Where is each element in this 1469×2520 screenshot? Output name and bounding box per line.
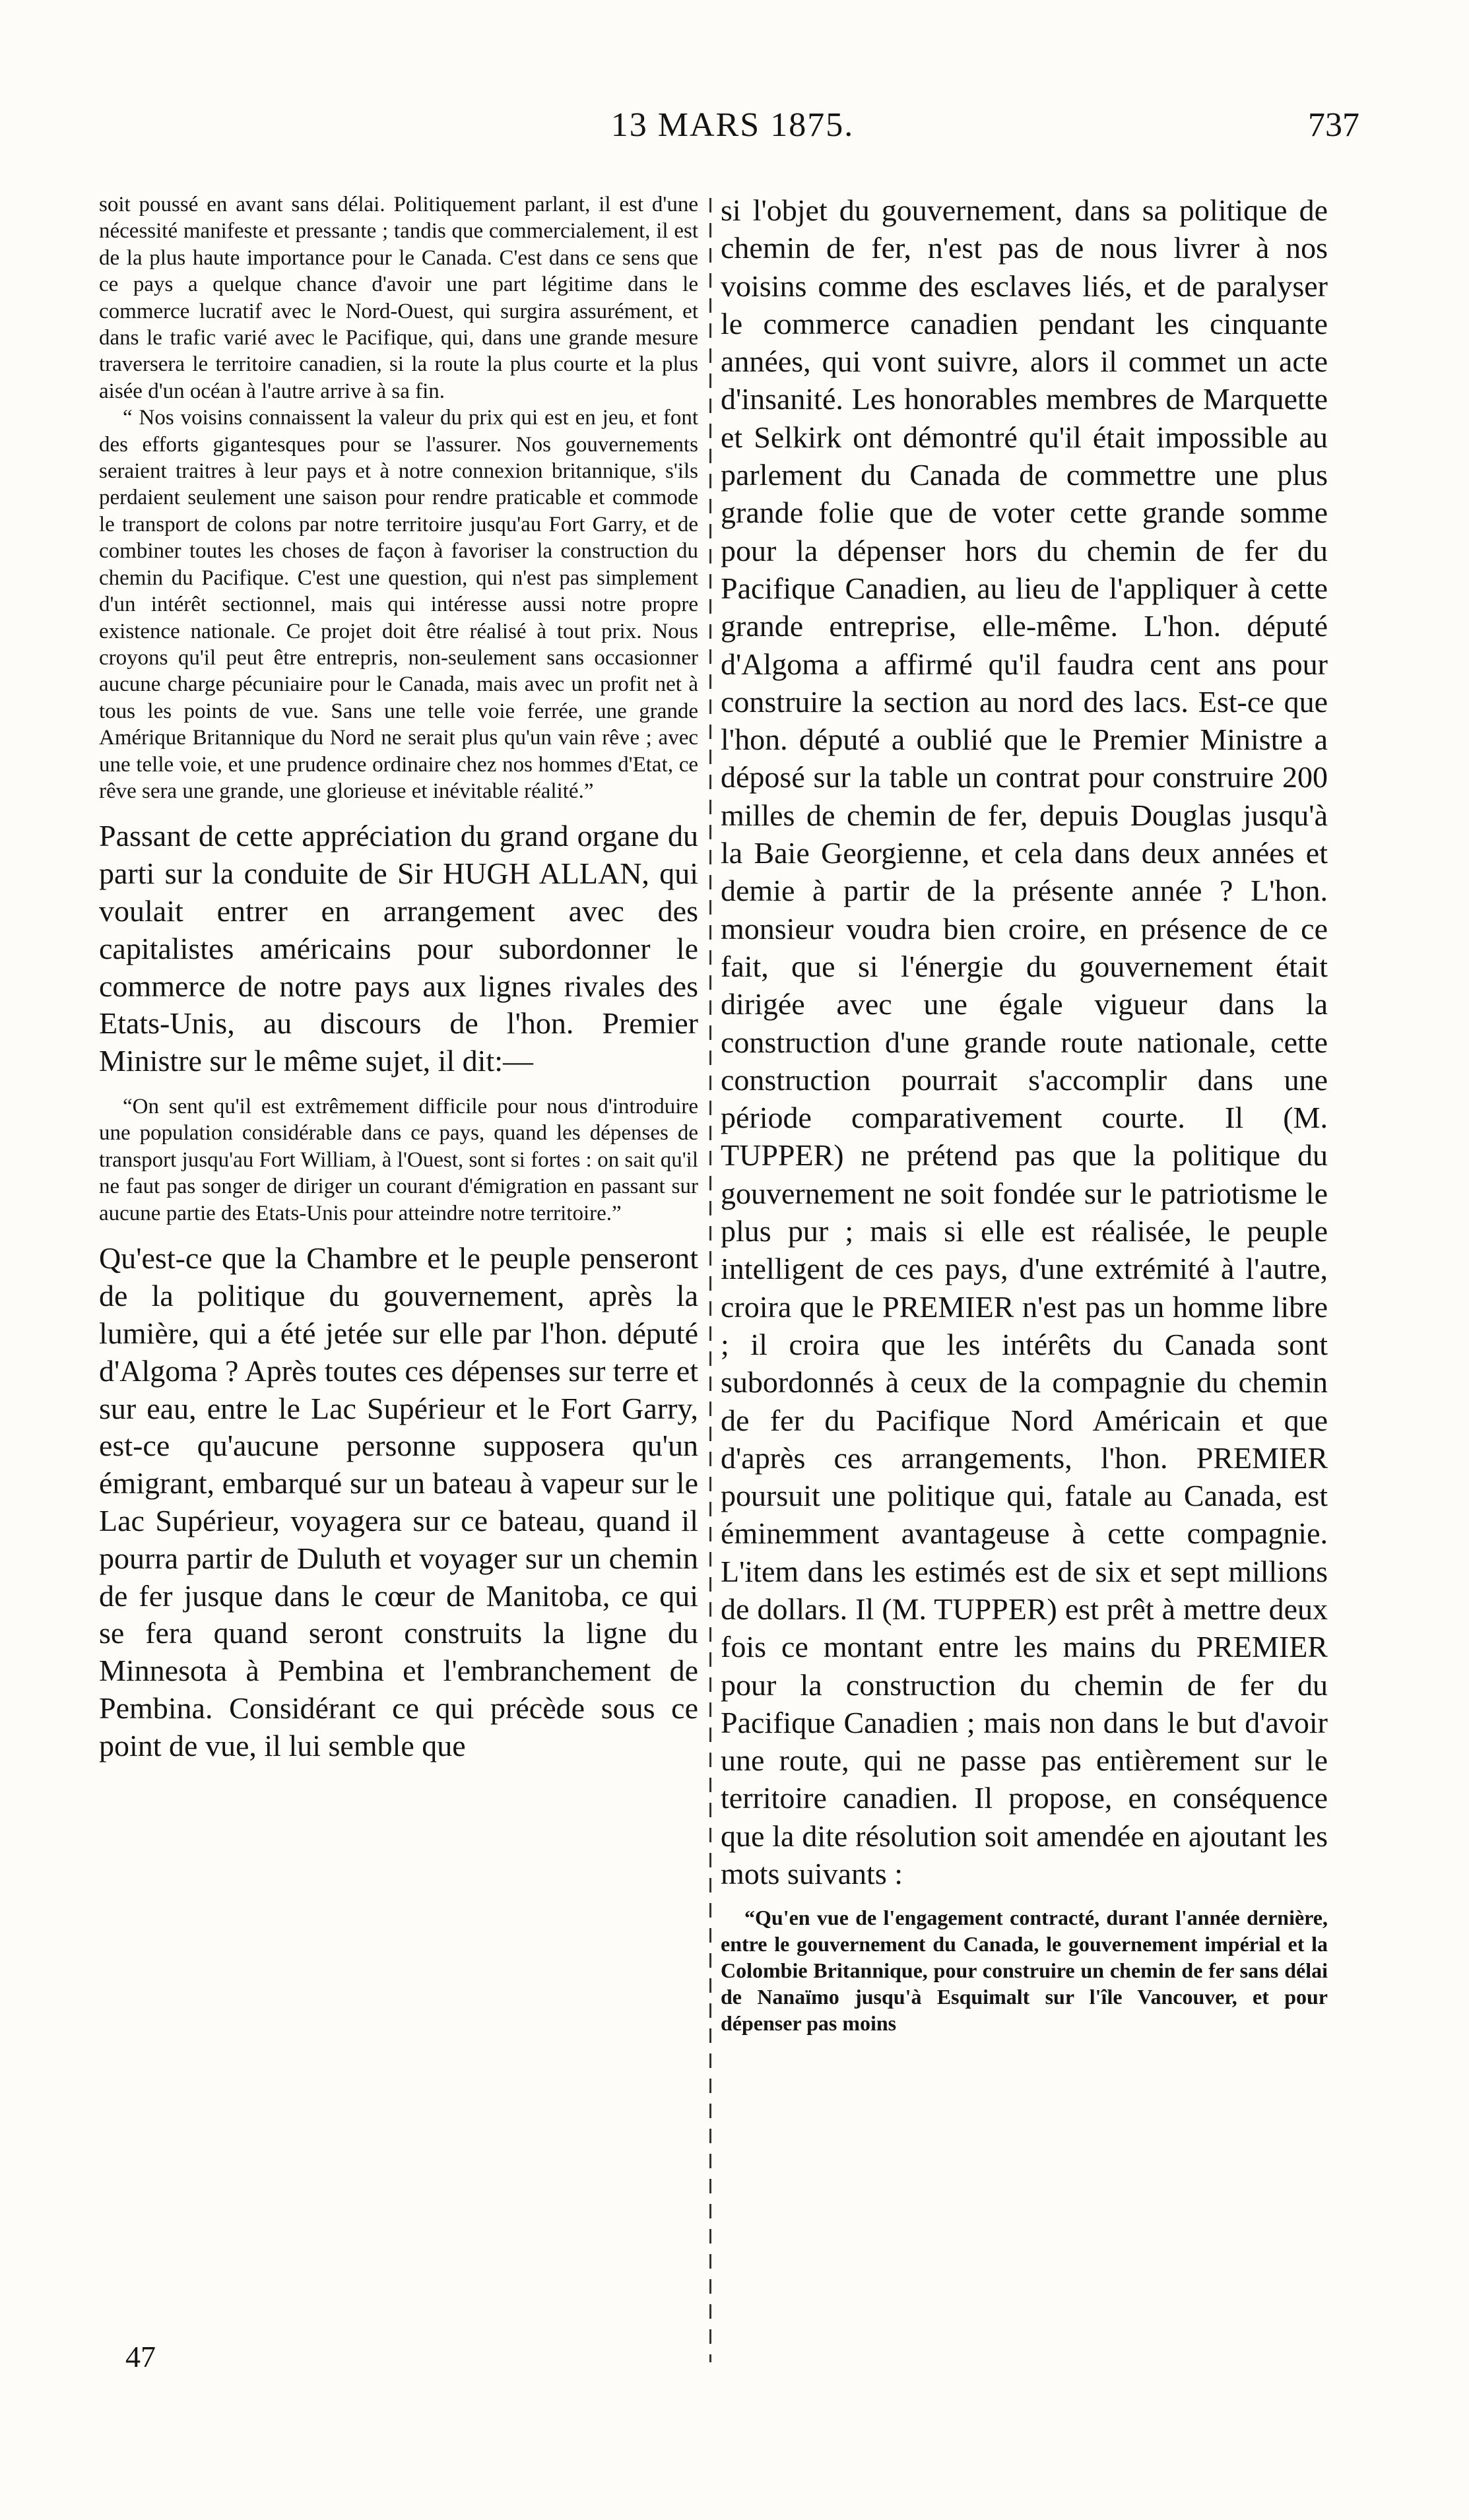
running-title: 13 MARS 1875. xyxy=(610,106,855,144)
body-paragraph-2: Qu'est-ce que la Chambre et le peuple penseront de la politique du gouvernement, après la lumière, qui a été jetée sur elle par l'hon. député d'Algoma ? Après toutes ces dépenses sur terre et sur eau, entre le Lac Supérieur et le Fort Garry, est-ce qu'aucune personne supposera qu'un émigrant, embarqué sur un bateau à vapeur sur le Lac Supérieur, voyagera sur ce bateau, quand il pourra partir de Duluth et voyager sur un chemin de fer jusque dans le cœur de Manitoba, ce qui se fera quand seront construits la ligne du Minnesota à Pembina et l'embranchement de Pembina. Considérant ce qui précède sous ce point de vue, il lui semble que xyxy=(99,1241,698,1762)
quote-paragraph: “ Nos voisins connaissent la valeur du prix qui est en jeu, et font des efforts gigantesques pour se l'assurer. Nos gouvernements seraient traitres à leur pays et à notre connexion britannique, s'ils perdaient seulement une saison pour rendre praticable et commode le transport de colons par notre territoire jusqu'au Fort Garry, et de combiner toutes les choses de façon à favoriser la construction du chemin du Pacifique. C'est une question, qui n'est pas simplement d'un intérêt sectionnel, mais qui intéresse aussi notre propre existence nationale. Ce projet doit être réalisé à tout prix. Nous croyons qu'il peut être entrepris, non-seulement sans occasionner aucune charge pécuniaire pour le Canada, mais avec un profit net à tous les points de vue. Sans une telle voie ferrée, une grande Amérique Britannique du Nord ne serait plus qu'un vain rêve ; avec une telle voie, et une prudence ordinaire chez nos hommes d'Etat, ce rêve sera une grande, une glorieuse et inévitable réalité.” xyxy=(99,406,698,803)
quote-continuation: soit poussé en avant sans délai. Politiquement parlant, il est d'une nécessité manifeste et pressante ; tandis que commercialement, il est de la plus haute importance pour le Canada. C'est dans ce sens que ce pays a quelque chance d'avoir une part légitime dans le commerce lucratif avec le Nord-Ouest, qui surgira assurément, et dans le trafic varié avec le Pacifique, qui, dans une grande mesure traversera le territoire canadien, si la route la plus courte et la plus aisée d'un océan à l'autre arrive à sa fin. xyxy=(99,193,698,403)
body-paragraph-1: Passant de cette appréciation du grand organe du parti sur la conduite de Sir HUGH ALLAN, qui voulait entrer en arrangement avec des capitalistes américains pour subordonner le commerce de notre pays aux lignes rivales des Etats-Unis, au discours de l'hon. Premier Ministre sur le même sujet, il dit:— xyxy=(99,819,698,1078)
right-body-paragraph: si l'objet du gouvernement, dans sa politique de chemin de fer, n'est pas de nous livrer à nos voisins comme des esclaves liés, et de paralyser le commerce canadien pendant les cinquante années, qui vont suivre, alors il commet un acte d'insanité. Les honorables membres de Marquette et Selkirk ont démontré qu'il était impossible au parlement du Canada de commettre une plus grande folie que de voter cette grande somme pour la dépenser hors du chemin de fer du Pacifique Canadien, au lieu de l'appliquer à cette grande entreprise, elle-même. L'hon. député d'Algoma a affirmé qu'il faudra cent ans pour construire la section au nord des lacs. Est-ce que l'hon. député a oublié que le Premier Ministre a déposé sur la table un contrat pour construire 200 milles de chemin de fer, depuis Douglas jusqu'à la Baie Georgienne, et cela dans deux années et demie à partir de la présente année ? L'hon. monsieur voudra bien croire, en présence de ce fait, que si l'énergie du gouvernement était dirigée avec une égale vigueur dans la construction d'une grande route nationale, cette construction pourrait s'accomplir dans une période comparativement courte. Il (M. TUPPER) ne prétend pas que la politique du gouvernement ne soit fondée sur le patriotisme le plus pur ; mais si elle est réalisée, le peuple intelligent de ces pays, d'une extrémité à l'autre, croira que le PREMIER n'est pas un homme libre ; il croira que les intérêts du Canada sont subordonnés à ceux de la compagnie du chemin de fer du Pacifique Nord Américain et que d'après ces arrangements, l'hon. PREMIER poursuit une politique qui, fatale au Canada, est éminemment avantageuse à cette compagnie. L'item dans les estimés est de six et sept millions de dollars. Il (M. TUPPER) est prêt à mettre deux fois ce montant entre les mains du PREMIER pour la construction du chemin de fer du Pacifique Canadien ; mais non dans le but d'avoir une route, qui ne passe pas entièrement sur le territoire canadien. Il propose, en conséquence que la dite résolution soit amendée en ajoutant les mots suivants : xyxy=(721,193,1328,1891)
right-column xyxy=(721,191,1328,2336)
page-header xyxy=(106,99,1359,158)
left-column xyxy=(99,191,698,2336)
page-number: 737 xyxy=(1308,106,1359,144)
column-divider xyxy=(709,198,711,2362)
quote-2: “On sent qu'il est extrêmement difficile pour nous d'introduire une population considérable dans ce pays, quand les dépenses de transport jusqu'au Fort William, à l'Ouest, sont si fortes : on sait qu'il ne faut pas songer de diriger un courant d'émigration en passant sur aucune partie des Etats-Unis pour atteindre notre territoire.” xyxy=(99,1094,698,1225)
signature-mark: 47 xyxy=(125,2340,156,2374)
resolution-quote: “Qu'en vue de l'engagement contracté, durant l'année dernière, entre le gouvernement du Canada, le gouvernement impérial et la Colombie Britannique, pour construire un chemin de fer sans délai de Nanaïmo jusqu'à Esquimalt sur l'île Vancouver, et pour dépenser pas moins xyxy=(721,1906,1328,2036)
